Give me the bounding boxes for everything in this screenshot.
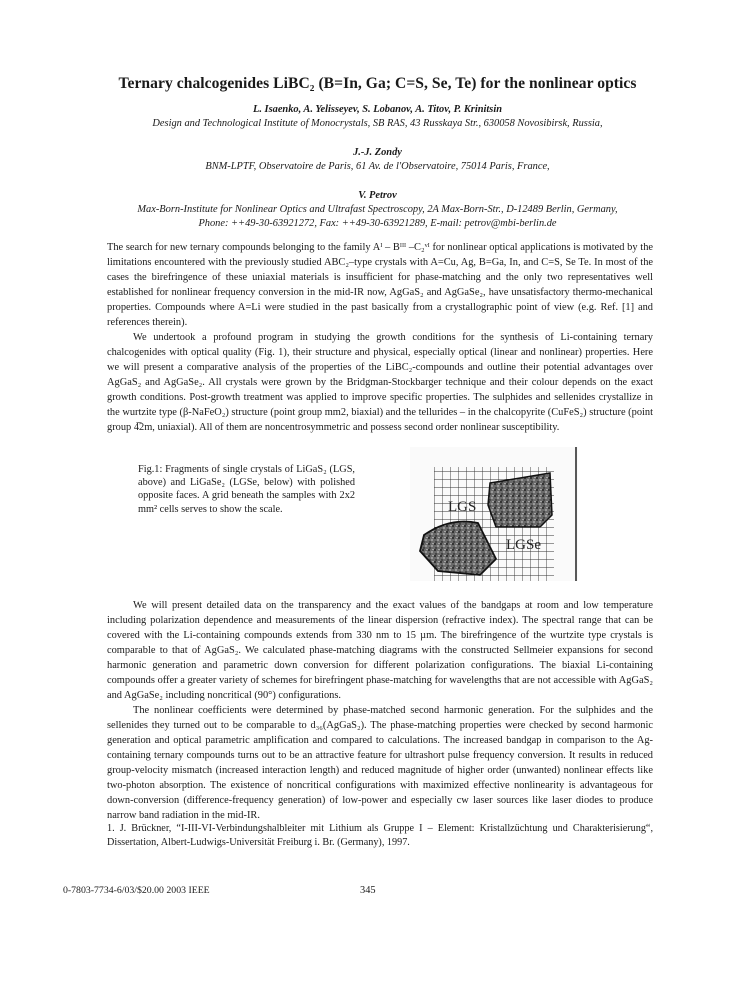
paragraph-2: We undertook a profound program in studying the growth conditions for the synthesis of Li-containing ternary chalcogenides with optical quality (Fig. 1), their structure and physical, especially optical (linear and nonlinear) properties. Here we will present a comparative analysis of the properties of the LiBC₂-compounds and outline their potential advantages over AgGaS₂ and AgGaSe₂. All crystals were grown by the Bridgman-Stockbarger technique and their colour depends on the exact growth conditions. Post-growth treatment was applied to improve specific properties. The sulphides and sellenides crystallize in the wurtzite type (β-NaFeO₂) structure (point group mm2, biaxial) and the tellurides – in the chalcopyrite (CuFeS₂) structure (point group 4̅2m, uniaxial). All of them are noncentrosymmetric and possess second order nonlinear susceptibility.: [107, 332, 653, 433]
body-text-top: [107, 240, 653, 435]
author-names: L. Isaenko, A. Yelisseyev, S. Lobanov, A. Titov, P. Krinitsin: [253, 104, 502, 115]
contact-info: Phone: ++49-30-63921272, Fax: ++49-30-63921289, E-mail: petrov@mbi-berlin.de: [198, 218, 557, 229]
figure-caption: Fig.1: Fragments of single crystals of LiGaS₂ (LGS, above) and LiGaSe₂ (LGSe, below) with polished opposite faces. A grid beneath the samples with 2x2 mm² cells serves to show the scale.: [138, 464, 355, 515]
reference-list: [107, 822, 653, 850]
affiliation-block-3: [60, 189, 695, 231]
page-number: 345: [360, 885, 376, 896]
paragraph-1: The search for new ternary compounds belonging to the family Aᴵ – Bᴵᴵᴵ –C₂ᵛᴵ for nonlinear optical applications is motivated by the limitations encountered with the previously studied ABC₂–type crystals with A=Cu, Ag, B=Ga, In, and C=S, Se Te. In most of the cases the birefringence of these uniaxial materials is insufficient for phase-matching and the only two representatives well established for nonlinear frequency conversion in the mid-IR now, AgGaS₂ and AgGaSe₂, have unsatisfactory thermo-mechanical properties. Compounds where A=Li were studied in the past basically from a crystallographic point of view (e.g. Ref. [1] and references therein).: [107, 242, 653, 328]
author-names: J.-J. Zondy: [353, 147, 402, 158]
affiliation-block-1: [60, 103, 695, 131]
figure-crystals-photo: [410, 447, 578, 581]
reference-item: 1. J. Brückner, “I-III-VI-Verbindungshalbleiter mit Lithium als Gruppe I – Element: Kristallzüchtung und Charakterisierung“, Dissertation, Albert-Ludwigs-Universität Freiburg i. Br. (Germany), 1997.: [107, 823, 653, 848]
institution: BNM-LPTF, Observatoire de Paris, 61 Av. de l'Observatoire, 75014 Paris, France,: [205, 161, 550, 172]
figure-label-lgse: LGSe: [506, 537, 541, 553]
paragraph-3: We will present detailed data on the transparency and the exact values of the bandgaps at room and low temperature including polarization dependence and measurements of the linear dispersion (refractive index). The spectral range that can be covered with the Li-containing compounds extends from 330 nm to 15 µm. The birefringence of the wurtzite type crystals is comparable to that of AgGaS₂. We calculated phase-matching diagrams with the constructed Sellmeier expansions for second harmonic generation and parametric down conversion for different polarization configurations. The biaxial Li-containing compounds offer a greater variety of schemes for birefringent phase-matching for wavelengths that are not accessible with AgGaS₂ and AgGaSe₂ including noncritical (90°) configurations.: [107, 600, 653, 701]
body-text-bottom: [107, 598, 653, 823]
institution: Max-Born-Institute for Nonlinear Optics and Ultrafast Spectroscopy, 2A Max-Born-Str., D-12489 Berlin, Germany,: [137, 204, 618, 215]
paper-title: Ternary chalcogenides LiBC₂ (B=In, Ga; C=S, Se, Te) for the nonlinear optics: [118, 75, 637, 92]
affiliation-block-2: [60, 146, 695, 174]
footer-isbn: 0-7803-7734-6/03/$20.00 2003 IEEE: [63, 885, 210, 896]
author-names: V. Petrov: [358, 190, 397, 201]
figure-label-lgs: LGS: [448, 499, 477, 515]
paragraph-4: The nonlinear coefficients were determined by phase-matched second harmonic generation. For the sulphides and the sellenides they turned out to be comparable to d₃₆(AgGaS₂). The phase-matching properties were checked by second harmonic generation and optical parametric amplification and compared to calculations. The increased bandgap in comparison to the Ag-containing ternary compounds turns out to be an attractive feature for ultrashort pulse frequency conversion. It results in reduced group-velocity mismatch (increased interaction length) and reduced magnitude of higher order (unwanted) nonlinear effects like two-photon absorption. The existence of noncritical configurations with maximized effective nonlinearity is advantageous for down-conversion (difference-frequency generation) of low-power and especially cw laser sources like laser diodes to produce narrow band radiation in the mid-IR.: [107, 705, 653, 821]
institution: Design and Technological Institute of Monocrystals, SB RAS, 43 Russkaya Str., 630058 Novosibirsk, Russia,: [152, 118, 603, 129]
